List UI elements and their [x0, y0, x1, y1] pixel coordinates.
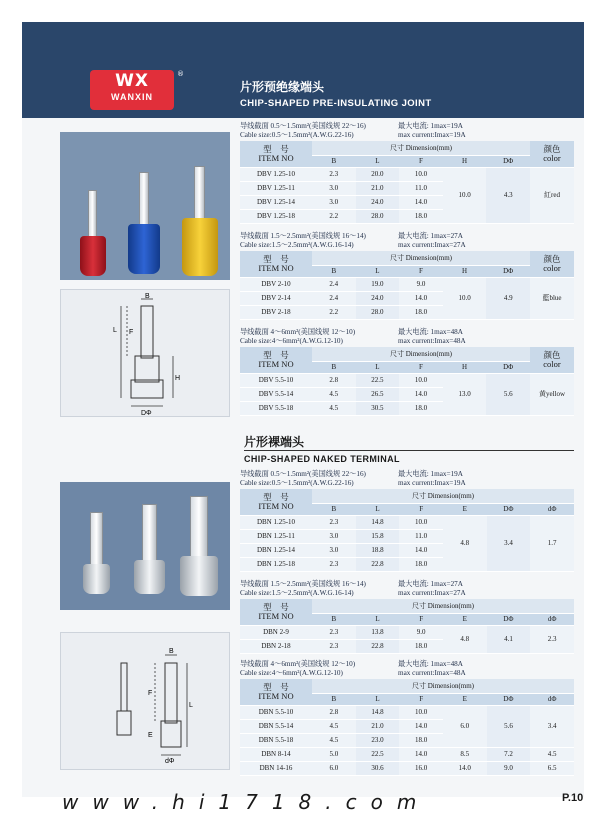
value-f: 14.0 [399, 747, 443, 761]
naked-terminal-medium-barrel [134, 560, 165, 594]
blue-terminal-sleeve [128, 224, 160, 274]
value-dphi-small: 6.5 [530, 761, 574, 775]
item-no: DBV 1.25-18 [240, 209, 312, 223]
item-no-header [240, 141, 312, 167]
naked-terminal-small-barrel [83, 564, 110, 594]
value-l: 28.0 [356, 305, 400, 319]
column-header: F [399, 361, 443, 373]
header-cn: 型 号 [263, 601, 289, 612]
value-f: 18.0 [399, 401, 443, 415]
spec-cable-cn: 导线截面 1.5～2.5mm²(美国线规 16～14) [240, 580, 366, 588]
value-b: 2.3 [312, 639, 356, 653]
spec-current-cn: 最大电流: 1max=27A [398, 232, 463, 240]
item-no: DBN 5.5-14 [240, 719, 312, 733]
value-f: 18.0 [399, 557, 443, 571]
logo-subtext: WANXIN [111, 92, 153, 102]
blue-terminal-blade [139, 172, 149, 230]
column-header: DΦ [486, 155, 530, 167]
naked-terminal-drawing [60, 632, 230, 770]
spec-cable-cn: 导线截面 1.5～2.5mm²(美国线规 16～14) [240, 232, 366, 240]
value-l: 18.8 [356, 543, 400, 557]
value-l: 21.0 [356, 719, 400, 733]
value-b: 2.4 [312, 277, 356, 291]
column-header: dΦ [530, 503, 574, 515]
spec-cable-cn: 导线截面 0.5～1.5mm²(美国线规 22～16) [240, 122, 366, 130]
value-l: 30.5 [356, 401, 400, 415]
column-header: H [443, 361, 487, 373]
value-l: 24.0 [356, 195, 400, 209]
dim-label-e: E [148, 732, 153, 739]
value-b: 4.5 [312, 401, 356, 415]
naked-table-2 [240, 599, 574, 654]
value-l: 30.6 [356, 761, 400, 775]
naked-terminal-photo [60, 482, 230, 610]
item-no: DBV 1.25-10 [240, 167, 312, 181]
value-b: 2.8 [312, 373, 356, 387]
naked-section-rule [244, 450, 574, 451]
column-header: F [399, 503, 443, 515]
spec-current-cn: 最大电流: 1max=48A [398, 660, 463, 668]
value-dphi: 5.6 [486, 373, 530, 415]
spec-current-cn: 最大电流: 1max=27A [398, 580, 463, 588]
column-header: DΦ [486, 265, 530, 277]
color-header [530, 347, 574, 373]
spec-cable-en: Cable size:1.5～2.5mm²(A.W.G.16-14) [240, 241, 354, 249]
value-l: 24.0 [356, 291, 400, 305]
catalog-page [22, 22, 584, 814]
spec-cable-en: Cable size:4～6mm²(A.W.G.12-10) [240, 337, 343, 345]
item-no: DBV 5.5-14 [240, 387, 312, 401]
header-en: ITEM NO [258, 500, 294, 511]
header-cn: 颜色 [543, 349, 561, 360]
value-l: 20.0 [356, 167, 400, 181]
red-terminal-sleeve [80, 236, 106, 276]
spec-cable-cn: 导线截面 0.5～1.5mm²(美国线规 22～16) [240, 470, 366, 478]
insulated-dimension-sketch [61, 290, 231, 418]
item-no: DBN 1.25-18 [240, 557, 312, 571]
item-no: DBN 1.25-11 [240, 529, 312, 543]
value-h: 10.0 [443, 277, 487, 319]
value-f: 14.0 [399, 195, 443, 209]
column-header: L [356, 361, 400, 373]
value-l: 14.8 [356, 705, 400, 719]
value-f: 14.0 [399, 387, 443, 401]
dim-label-l: L [113, 327, 117, 334]
value-l: 26.5 [356, 387, 400, 401]
spec-current-en: max current:Imax=48A [398, 337, 466, 345]
value-b: 5.0 [312, 747, 356, 761]
page-number: P.10 [562, 792, 584, 804]
dim-label-dphi: DΦ [141, 410, 152, 417]
insulated-terminal-drawing [60, 289, 230, 417]
table-row [240, 277, 574, 291]
value-f: 11.0 [399, 181, 443, 195]
dimension-header: 尺寸 Dimension(mm) [312, 141, 530, 155]
naked-spec-3 [240, 660, 570, 678]
header-cn: 颜色 [543, 143, 561, 154]
item-no: DBN 1.25-10 [240, 515, 312, 529]
spec-current-en: max current:Imax=48A [398, 669, 466, 677]
column-header: E [443, 613, 487, 625]
insulated-table-2 [240, 251, 574, 320]
value-b: 2.2 [312, 209, 356, 223]
value-f: 10.0 [399, 515, 443, 529]
value-b: 2.3 [312, 167, 356, 181]
value-dphi: 7.2 [487, 747, 531, 761]
insulated-table-1 [240, 141, 574, 224]
value-b: 2.2 [312, 305, 356, 319]
item-no: DBN 5.5-10 [240, 705, 312, 719]
value-e: 6.0 [443, 705, 487, 747]
item-no: DBN 2-18 [240, 639, 312, 653]
dimension-header: 尺寸 Dimension(mm) [312, 489, 574, 503]
spec-current-cn: 最大电流: 1max=19A [398, 470, 463, 478]
dimension-header: 尺寸 Dimension(mm) [312, 679, 574, 693]
naked-section-title-en: CHIP-SHAPED NAKED TERMINAL [244, 454, 400, 464]
header-cn: 型 号 [263, 253, 289, 264]
item-no: DBN 2-9 [240, 625, 312, 639]
insulated-spec-1 [240, 122, 570, 140]
dim-label-l: L [189, 702, 193, 709]
insulated-table-3 [240, 347, 574, 416]
header-en: ITEM NO [258, 610, 294, 621]
header-cn: 型 号 [263, 681, 289, 692]
dim-label-b: B [145, 293, 150, 300]
column-header: L [356, 503, 400, 515]
spec-current-cn: 最大电流: 1max=48A [398, 328, 463, 336]
header-en: ITEM NO [258, 262, 294, 273]
spec-current-en: max current:Imax=27A [398, 241, 466, 249]
spec-cable-en: Cable size:0.5～1.5mm²(A.W.G.22-16) [240, 131, 354, 139]
value-dphi-small: 4.5 [530, 747, 574, 761]
column-header: DΦ [487, 693, 531, 705]
column-header: E [443, 693, 487, 705]
naked-section-title-cn: 片形裸端头 [244, 435, 305, 449]
dim-label-b: B [169, 648, 174, 655]
dimension-header: 尺寸 Dimension(mm) [312, 251, 530, 265]
header-cn: 型 号 [263, 143, 289, 154]
item-no-header [240, 347, 312, 373]
dim-label-f: F [129, 329, 134, 336]
value-b: 3.0 [312, 543, 356, 557]
value-b: 4.5 [312, 733, 356, 747]
value-e: 14.0 [443, 761, 487, 775]
column-header: L [356, 155, 400, 167]
spec-current-cn: 最大电流: 1max=19A [398, 122, 463, 130]
value-f: 9.0 [399, 277, 443, 291]
value-l: 22.8 [356, 557, 400, 571]
insulated-spec-2 [240, 232, 570, 250]
value-dphi-small: 2.3 [530, 625, 574, 653]
value-l: 28.0 [356, 209, 400, 223]
value-color: 黄yellow [530, 373, 574, 415]
table-row [240, 515, 574, 529]
header-en: ITEM NO [258, 358, 294, 369]
insulated-spec-3 [240, 328, 570, 346]
header-cn: 颜色 [543, 253, 561, 264]
dimension-header: 尺寸 Dimension(mm) [312, 347, 530, 361]
naked-table-1 [240, 489, 574, 572]
table-row [240, 761, 574, 775]
column-header: B [312, 155, 356, 167]
header-en: color [543, 262, 561, 273]
table-row [240, 747, 574, 761]
item-no: DBN 14-16 [240, 761, 312, 775]
column-header: B [312, 613, 356, 625]
value-l: 14.8 [356, 515, 400, 529]
item-no-header [240, 251, 312, 277]
column-header: F [399, 155, 443, 167]
naked-dimension-sketch [61, 633, 231, 771]
insulated-terminal-photo [60, 132, 230, 280]
value-b: 2.8 [312, 705, 356, 719]
red-terminal-blade [88, 190, 97, 242]
value-dphi-small: 3.4 [530, 705, 574, 747]
naked-terminal-large [190, 496, 208, 560]
spec-current-en: max current:Imax=19A [398, 479, 466, 487]
header-cn: 型 号 [263, 491, 289, 502]
yellow-terminal-sleeve [182, 218, 218, 276]
value-e: 4.8 [443, 625, 487, 653]
logo-mark: WX [115, 71, 149, 91]
spec-cable-en: Cable size:4～6mm²(A.W.G.12-10) [240, 669, 343, 677]
item-no: DBV 2-10 [240, 277, 312, 291]
value-l: 22.5 [356, 373, 400, 387]
column-header: F [399, 613, 443, 625]
value-b: 3.0 [312, 195, 356, 209]
column-header: DΦ [486, 361, 530, 373]
header-title-en: CHIP-SHAPED PRE-INSULATING JOINT [240, 98, 432, 109]
value-l: 22.5 [356, 747, 400, 761]
header-en: color [543, 358, 561, 369]
value-b: 3.0 [312, 181, 356, 195]
table-row [240, 625, 574, 639]
column-header: DΦ [487, 613, 531, 625]
value-color: 藍blue [530, 277, 574, 319]
spec-cable-en: Cable size:0.5～1.5mm²(A.W.G.22-16) [240, 479, 354, 487]
value-l: 15.8 [356, 529, 400, 543]
value-b: 4.5 [312, 719, 356, 733]
column-header: L [356, 265, 400, 277]
naked-terminal-small [90, 512, 103, 568]
item-no: DBV 5.5-10 [240, 373, 312, 387]
value-b: 2.3 [312, 625, 356, 639]
wanxin-logo [90, 70, 174, 110]
value-f: 10.0 [399, 705, 443, 719]
item-no: DBV 5.5-18 [240, 401, 312, 415]
value-f: 10.0 [399, 167, 443, 181]
naked-spec-1 [240, 470, 570, 488]
column-header: E [443, 503, 487, 515]
value-f: 11.0 [399, 529, 443, 543]
naked-spec-2 [240, 580, 570, 598]
spec-cable-en: Cable size:1.5～2.5mm²(A.W.G.16-14) [240, 589, 354, 597]
value-f: 14.0 [399, 291, 443, 305]
color-header [530, 141, 574, 167]
value-e: 8.5 [443, 747, 487, 761]
item-no: DBN 5.5-18 [240, 733, 312, 747]
column-header: DΦ [487, 503, 531, 515]
value-h: 10.0 [443, 167, 487, 223]
value-l: 21.0 [356, 181, 400, 195]
item-no-header [240, 679, 312, 705]
value-dphi: 3.4 [487, 515, 531, 571]
value-h: 13.0 [443, 373, 487, 415]
value-b: 2.4 [312, 291, 356, 305]
value-f: 18.0 [399, 733, 443, 747]
naked-terminal-large-barrel [180, 556, 218, 596]
item-no: DBV 1.25-14 [240, 195, 312, 209]
yellow-terminal-blade [194, 166, 205, 224]
value-f: 14.0 [399, 543, 443, 557]
item-no: DBV 1.25-11 [240, 181, 312, 195]
dimension-header: 尺寸 Dimension(mm) [312, 599, 574, 613]
value-dphi: 4.1 [487, 625, 531, 653]
item-no: DBN 8-14 [240, 747, 312, 761]
spec-current-en: max current:Imax=19A [398, 131, 466, 139]
value-e: 4.8 [443, 515, 487, 571]
color-header [530, 251, 574, 277]
value-dphi: 4.3 [486, 167, 530, 223]
spec-cable-cn: 导线截面 4～6mm²(美国线规 12～10) [240, 328, 356, 336]
column-header: B [312, 693, 356, 705]
value-b: 2.3 [312, 515, 356, 529]
header-en: ITEM NO [258, 690, 294, 701]
value-dphi: 9.0 [487, 761, 531, 775]
header-en: ITEM NO [258, 152, 294, 163]
item-no-header [240, 599, 312, 625]
value-f: 18.0 [399, 305, 443, 319]
value-b: 2.3 [312, 557, 356, 571]
table-row [240, 705, 574, 719]
value-l: 13.8 [356, 625, 400, 639]
value-b: 3.0 [312, 529, 356, 543]
naked-table-3 [240, 679, 574, 776]
column-header: dΦ [530, 693, 574, 705]
value-f: 9.0 [399, 625, 443, 639]
value-l: 23.0 [356, 733, 400, 747]
value-dphi: 4.9 [486, 277, 530, 319]
column-header: B [312, 361, 356, 373]
item-no: DBV 2-14 [240, 291, 312, 305]
item-no: DBV 2-18 [240, 305, 312, 319]
value-f: 16.0 [399, 761, 443, 775]
header-title-cn: 片形预绝缘端头 [240, 80, 325, 94]
value-f: 10.0 [399, 373, 443, 387]
column-header: B [312, 503, 356, 515]
value-dphi-small: 1.7 [530, 515, 574, 571]
value-f: 14.0 [399, 719, 443, 733]
value-b: 4.5 [312, 387, 356, 401]
column-header: B [312, 265, 356, 277]
dim-label-h: H [175, 375, 181, 382]
header-cn: 型 号 [263, 349, 289, 360]
column-header: L [356, 693, 400, 705]
column-header: H [443, 155, 487, 167]
value-dphi: 5.6 [487, 705, 531, 747]
value-color: 紅red [530, 167, 574, 223]
value-b: 6.0 [312, 761, 356, 775]
dim-label-f: F [148, 690, 153, 697]
value-l: 19.0 [356, 277, 400, 291]
item-no-header [240, 489, 312, 515]
value-f: 18.0 [399, 209, 443, 223]
value-l: 22.8 [356, 639, 400, 653]
spec-cable-cn: 导线截面 4～6mm²(美国线规 12～10) [240, 660, 356, 668]
header-en: color [543, 152, 561, 163]
spec-current-en: max current:Imax=27A [398, 589, 466, 597]
naked-terminal-medium [142, 504, 157, 564]
column-header: F [399, 693, 443, 705]
dim-label-d2: dΦ [165, 758, 175, 765]
item-no: DBN 1.25-14 [240, 543, 312, 557]
value-f: 18.0 [399, 639, 443, 653]
registered-mark: ® [177, 70, 184, 78]
column-header: H [443, 265, 487, 277]
column-header: F [399, 265, 443, 277]
table-row [240, 167, 574, 181]
column-header: L [356, 613, 400, 625]
footer-watermark: www.hi1718.com [62, 790, 431, 814]
table-row [240, 373, 574, 387]
column-header: dΦ [530, 613, 574, 625]
